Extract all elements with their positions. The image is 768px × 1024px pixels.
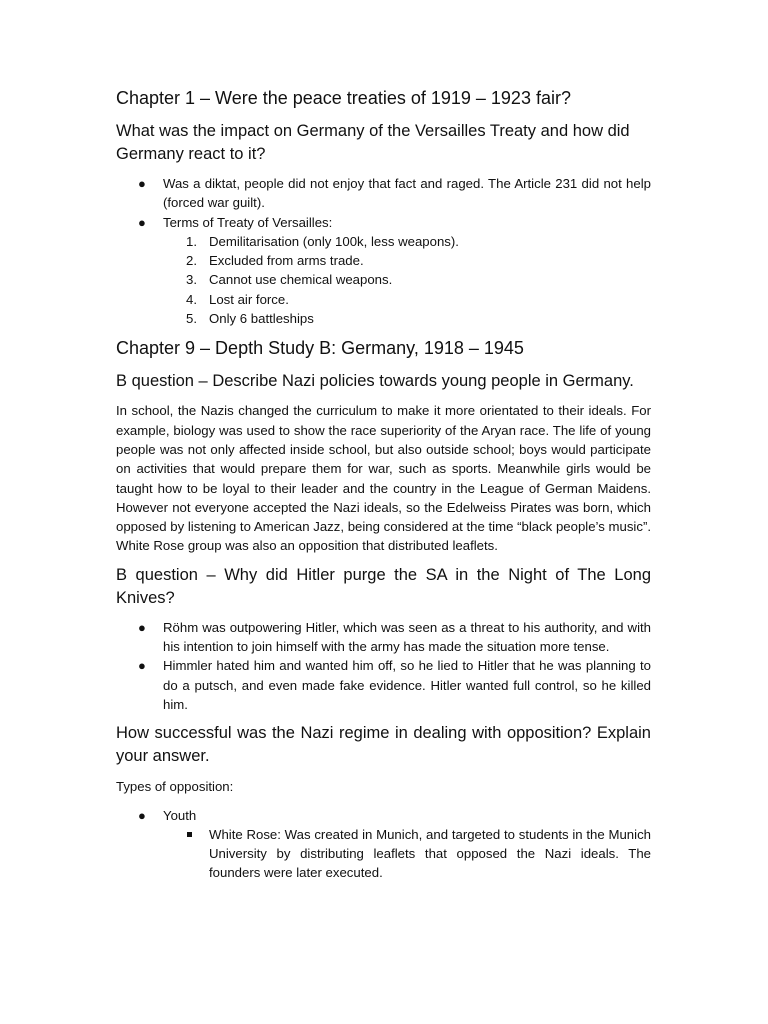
q3-sub-bullet-list: [116, 825, 651, 883]
list-number: 3.: [186, 272, 197, 288]
term-text: Cannot use chemical weapons.: [209, 272, 393, 288]
bullet-icon: ●: [138, 658, 146, 674]
bullet-icon: ●: [138, 807, 146, 823]
list-item: [116, 251, 651, 270]
bullet-text: Röhm was outpowering Hitler, which was seen as a threat to his authority, and with his intention to join himself with the army has made the situation more tense.: [163, 619, 651, 655]
bullet-text: Terms of Treaty of Versailles:: [163, 214, 333, 230]
list-item: [116, 290, 651, 309]
list-item: [116, 232, 651, 251]
bullet-text: Himmler hated him and wanted him off, so he lied to Hitler that he was planning to do a putsch, and even made fake evidence. Hitler wanted full control, so he killed him.: [163, 658, 651, 712]
list-number: 4.: [186, 291, 197, 307]
types-of-opposition-label: Types of opposition:: [116, 779, 234, 795]
chapter-1-heading: Chapter 1 – Were the peace treaties of 1919 – 1923 fair?: [116, 88, 571, 108]
list-item: [116, 270, 651, 289]
term-text: Lost air force.: [209, 291, 289, 307]
list-item: [116, 825, 651, 883]
list-item: [116, 618, 651, 657]
term-text: Demilitarisation (only 100k, less weapons).: [209, 233, 459, 249]
list-item: [116, 656, 651, 714]
chapter-9-heading: Chapter 9 – Depth Study B: Germany, 1918 – 1945: [116, 338, 524, 359]
list-item: [116, 806, 651, 825]
q2-heading: B question – Why did Hitler purge the SA in the Night of The Long Knives?: [116, 565, 651, 607]
sub-bullet-text: White Rose: Was created in Munich, and targeted to students in the Munich University by distributing leaflets that opposed the Nazi ideals. The founders were later executed.: [209, 826, 651, 881]
q1-paragraph: In school, the Nazis changed the curriculum to make it more orientated to their ideals. For example, biology was used to show the race superiority of the Aryan race. The life of young people was not only affected inside school, but also outside school; boys would participate on activities that would prepare them for war, such as sports. Meanwhile girls would be taught how to be loyal to their leader and the country in the League of German Maidens. However not everyone accepted the Nazi ideals, so the Edelweiss Pirates was born, which opposed by listening to American Jazz, being considered at the time “black people’s music”. White Rose group was also an opposition that distributed leaflets.: [116, 403, 651, 554]
bullet-icon: ●: [138, 619, 146, 635]
list-number: 5.: [186, 311, 197, 327]
chapter-1-question: What was the impact on Germany of the Versailles Treaty and how did Germany react to it?: [116, 122, 630, 163]
bullet-icon: ●: [138, 176, 146, 191]
list-item: [116, 174, 651, 213]
list-number: 1.: [186, 233, 197, 249]
list-item: [116, 213, 651, 232]
q3-bullet-list: [116, 806, 651, 825]
q1-heading: B question – Describe Nazi policies towards young people in Germany.: [116, 372, 634, 391]
bullet-icon: ●: [138, 214, 146, 230]
bullet-text: Youth: [163, 807, 197, 823]
document-page: [116, 86, 651, 883]
chapter-1-bullet-list: [116, 174, 651, 232]
list-number: 2.: [186, 253, 197, 269]
term-text: Excluded from arms trade.: [209, 253, 364, 269]
q3-heading: How successful was the Nazi regime in dealing with opposition? Explain your answer.: [116, 724, 651, 766]
list-item: [116, 309, 651, 328]
bullet-text: Was a diktat, people did not enjoy that fact and raged. The Article 231 did not help (forced war guilt).: [163, 176, 651, 211]
q2-bullet-list: [116, 618, 651, 714]
square-bullet-icon: [187, 832, 192, 837]
term-text: Only 6 battleships: [209, 311, 314, 327]
treaty-terms-list: [116, 232, 651, 328]
